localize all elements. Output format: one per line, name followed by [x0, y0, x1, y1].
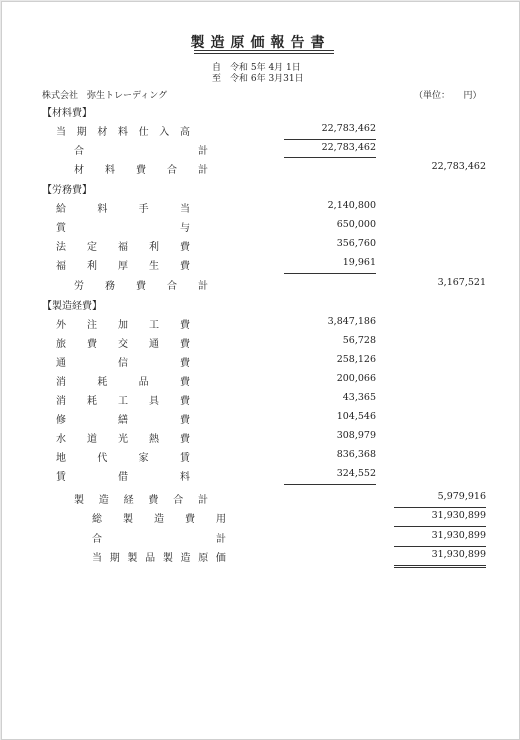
overhead-item-value: 56,728: [342, 335, 376, 346]
overhead-item-label: 水 道 光 熱 費: [56, 434, 190, 445]
section-materials: 【材料費】: [42, 108, 92, 119]
summary-total-label: 合 計: [92, 534, 226, 545]
title-underline: [194, 53, 334, 54]
overhead-item-label: 賃 借 料: [56, 472, 190, 483]
labor-item-label: 福 利 厚 生 費: [56, 261, 190, 272]
labor-item-label: 給 料 手 当: [56, 204, 190, 215]
overhead-item-value: 3,847,186: [327, 316, 376, 327]
overhead-item-label: 通 信 費: [56, 358, 190, 369]
total-manufacturing-cost-value: 31,930,899: [431, 510, 486, 521]
cost-of-goods-manufactured-label: 当 期 製 品 製 造 原 価: [92, 553, 226, 564]
total-rule: [394, 546, 486, 547]
section-labor: 【労務費】: [42, 185, 92, 196]
total-manufacturing-cost-label: 総 製 造 費 用: [92, 514, 226, 525]
overhead-item-label: 地 代 家 賃: [56, 453, 190, 464]
grand-total-double-rule: [394, 565, 486, 568]
overhead-total-label: 製 造 経 費 合 計: [74, 495, 208, 506]
page-title: 製造原価報告書: [190, 35, 331, 51]
company-name: 株式会社 弥生トレーディング: [42, 91, 168, 101]
overhead-item-label: 消 耗 工 具 費: [56, 396, 190, 407]
overhead-item-value: 43,365: [342, 392, 376, 403]
overhead-item-value: 324,552: [336, 468, 376, 479]
title-underline: [194, 50, 334, 51]
report-page: [1, 1, 520, 740]
overhead-item-label: 消 耗 品 費: [56, 377, 190, 388]
materials-cost-total-value: 22,783,462: [431, 161, 486, 172]
total-rule: [394, 507, 486, 508]
overhead-item-value: 308,979: [336, 430, 376, 441]
period-to: 至 令和 6年 3月31日: [212, 74, 304, 84]
overhead-item-label: 修 繕 費: [56, 415, 190, 426]
overhead-item-label: 旅 費 交 通 費: [56, 339, 190, 350]
labor-item-label: 賞 与: [56, 223, 190, 234]
materials-total-value: 22,783,462: [321, 142, 376, 153]
materials-total-label: 合 計: [74, 146, 208, 157]
unit-label: （単位： 円）: [414, 91, 482, 101]
labor-item-value: 19,961: [342, 257, 376, 268]
materials-purchases-value: 22,783,462: [321, 123, 376, 134]
summary-total-value: 31,930,899: [431, 530, 486, 541]
overhead-item-value: 200,066: [336, 373, 376, 384]
overhead-item-value: 836,368: [336, 449, 376, 460]
labor-item-value: 2,140,800: [327, 200, 376, 211]
materials-purchases-label: 当 期 材 料 仕 入 高: [56, 127, 190, 138]
labor-item-value: 650,000: [336, 219, 376, 230]
overhead-item-value: 104,546: [336, 411, 376, 422]
labor-total-value: 3,167,521: [437, 277, 486, 288]
total-rule: [394, 526, 486, 527]
overhead-total-value: 5,979,916: [437, 491, 486, 502]
overhead-item-label: 外 注 加 工 費: [56, 320, 190, 331]
section-overhead: 【製造経費】: [42, 301, 102, 312]
period-from: 自 令和 5年 4月 1日: [212, 63, 301, 73]
subtotal-rule: [284, 273, 376, 274]
subtotal-rule: [284, 157, 376, 158]
subtotal-rule: [284, 484, 376, 485]
labor-item-value: 356,760: [336, 238, 376, 249]
cost-of-goods-manufactured-value: 31,930,899: [431, 549, 486, 560]
materials-cost-total-label: 材 料 費 合 計: [74, 165, 208, 176]
labor-total-label: 労 務 費 合 計: [74, 281, 208, 292]
overhead-item-value: 258,126: [336, 354, 376, 365]
labor-item-label: 法 定 福 利 費: [56, 242, 190, 253]
subtotal-rule: [284, 139, 376, 140]
